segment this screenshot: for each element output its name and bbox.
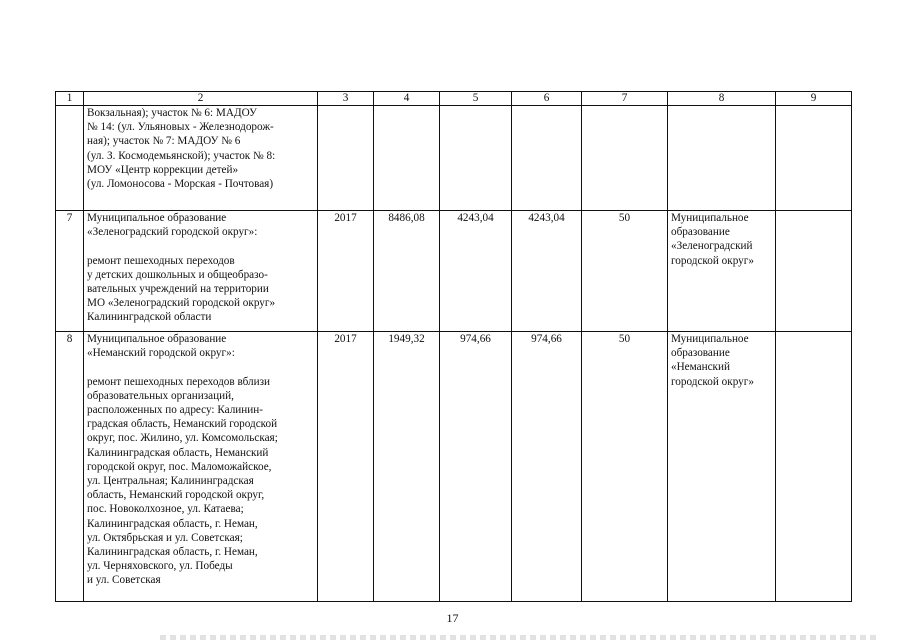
executor-line: городской округ»	[671, 375, 754, 388]
cell-num	[56, 106, 84, 211]
cell-col7	[582, 106, 668, 211]
cell-col6	[512, 106, 582, 211]
cell-year: 2017	[318, 332, 374, 602]
description-line: № 14: (ул. Ульяновых - Железнодорож-	[87, 121, 274, 134]
table-row-7	[56, 211, 852, 332]
header-cell-3: 3	[318, 92, 374, 106]
description-line: Калининградская область, г. Неман,	[87, 517, 258, 530]
cell-year	[318, 106, 374, 211]
cell-description	[84, 106, 318, 211]
table-row-8	[56, 332, 852, 602]
data-table	[55, 91, 852, 602]
header-cell-7: 7	[582, 92, 668, 106]
spacer	[87, 239, 314, 253]
description-line: образовательных организаций,	[87, 389, 234, 402]
description-line: ул. Черняховского, ул. Победы	[87, 560, 233, 573]
description-line: (ул. З. Космодемьянской); участок № 8:	[87, 149, 276, 162]
page-number: 17	[446, 611, 459, 625]
description-line: ная); участок № 7: МАДОУ № 6	[87, 135, 241, 148]
header-cell-9: 9	[776, 92, 852, 106]
description-line: округ, пос. Жилино, ул. Комсомольская;	[87, 432, 278, 445]
description-line: ремонт пешеходных переходов вблизи	[87, 375, 271, 388]
executor-line: городской округ»	[671, 254, 754, 267]
cell-col4: 1949,32	[374, 332, 440, 602]
cell-col4: 8486,08	[374, 211, 440, 332]
executor-line: «Зеленоградский	[671, 240, 753, 253]
header-cell-2: 2	[84, 92, 318, 106]
header-cell-8: 8	[668, 92, 776, 106]
spacer	[87, 360, 314, 374]
cell-num: 8	[56, 332, 84, 602]
cell-col5	[440, 106, 512, 211]
description-line: у детских дошкольных и общеобразо-	[87, 268, 268, 281]
description-line: градская область, Неманский городской	[87, 418, 278, 431]
cell-col4	[374, 106, 440, 211]
description-line: вательных учреждений на территории	[87, 283, 269, 295]
cell-year: 2017	[318, 211, 374, 332]
title-line: Муниципальное образование	[87, 212, 227, 224]
cell-col9	[776, 211, 852, 332]
executor-line: образование	[671, 226, 730, 239]
cell-col6: 974,66	[512, 332, 582, 602]
executor-line: образование	[671, 347, 730, 360]
description-line: Калининградская область, Неманский	[87, 446, 269, 459]
header-cell-5: 5	[440, 92, 512, 106]
executor-line: Муниципальное	[671, 333, 749, 345]
description-line: и ул. Советская	[87, 574, 161, 587]
description-line: ул. Центральная; Калининградская	[87, 475, 254, 488]
cell-col8	[668, 211, 776, 332]
cell-description	[84, 211, 318, 332]
description-line: Калининградская область, г. Неман,	[87, 546, 258, 559]
cell-col5: 974,66	[440, 332, 512, 602]
cell-col9	[776, 106, 852, 211]
title-line: «Зеленоградский городской округ»:	[87, 226, 258, 239]
description-line: Вокзальная); участок № 6: МАДОУ	[87, 107, 257, 119]
executor-line: «Неманский	[671, 361, 730, 374]
cell-col9	[776, 332, 852, 602]
scan-edge	[160, 635, 880, 640]
header-cell-4: 4	[374, 92, 440, 106]
description-line: городской округ, пос. Маломожайское,	[87, 460, 272, 473]
cell-col6: 4243,04	[512, 211, 582, 332]
description-line: МОУ «Центр коррекции детей»	[87, 163, 239, 176]
description-line: область, Неманский городской округ,	[87, 489, 265, 502]
description-line: Калининградской области	[87, 311, 212, 324]
table-row-continuation	[56, 106, 852, 211]
executor-line: Муниципальное	[671, 212, 749, 224]
header-cell-6: 6	[512, 92, 582, 106]
header-row	[56, 92, 852, 106]
description-line: ул. Октябрьская и ул. Советская;	[87, 531, 243, 544]
description-line: (ул. Ломоносова - Морская - Почтовая)	[87, 178, 274, 191]
description-line: МО «Зеленоградский городской округ»	[87, 297, 276, 310]
cell-col8	[668, 332, 776, 602]
cell-col7: 50	[582, 332, 668, 602]
cell-col8	[668, 106, 776, 211]
table-header	[56, 92, 852, 106]
cell-num: 7	[56, 211, 84, 332]
cell-col5: 4243,04	[440, 211, 512, 332]
title-line: Муниципальное образование	[87, 333, 227, 345]
description-line: ремонт пешеходных переходов	[87, 254, 235, 267]
description-line: расположенных по адресу: Калинин-	[87, 404, 263, 416]
description-line: пос. Новоколхозное, ул. Катаева;	[87, 503, 244, 516]
title-line: «Неманский городской округ»:	[87, 347, 235, 360]
cell-col7: 50	[582, 211, 668, 332]
cell-description	[84, 332, 318, 602]
header-cell-1: 1	[56, 92, 84, 106]
